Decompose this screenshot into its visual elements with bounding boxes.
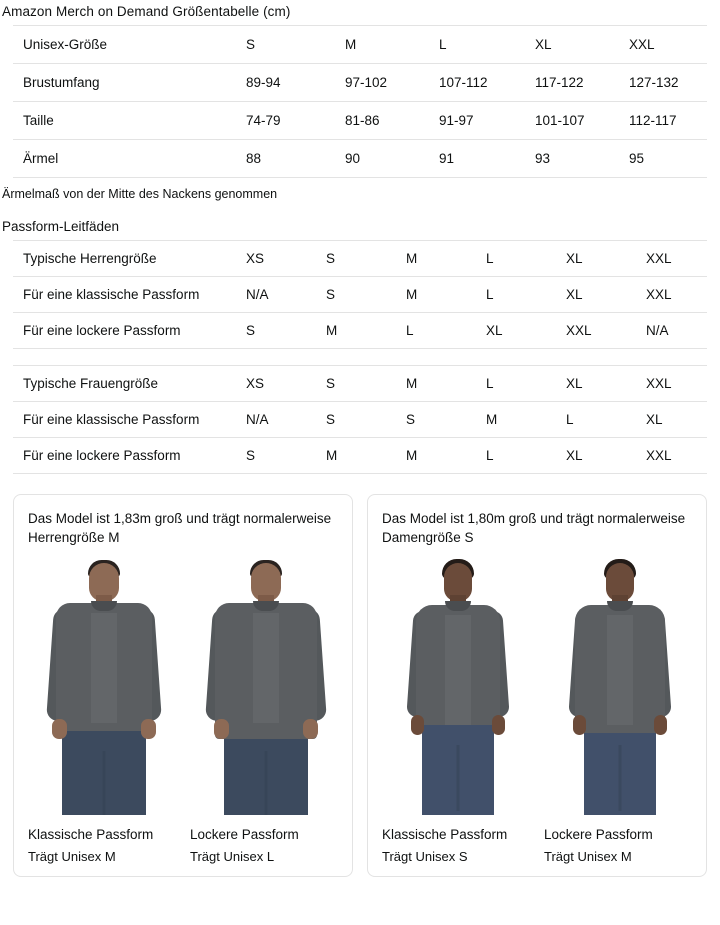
- size-table: [13, 25, 707, 178]
- figure-classic-fit-women: [382, 557, 534, 866]
- cell: 81-86: [345, 102, 439, 140]
- table-row: [13, 438, 707, 474]
- cell: S: [326, 366, 406, 402]
- cell: 90: [345, 140, 439, 178]
- figure-classic-fit-men: [28, 557, 180, 866]
- cell: 107-112: [439, 64, 535, 102]
- row-label: Ärmel: [13, 140, 246, 178]
- figure-caption: Klassische Passform: [28, 827, 154, 842]
- cell: XS: [246, 366, 326, 402]
- figure-loose-fit-men: [190, 557, 342, 866]
- cell: 117-122: [535, 64, 629, 102]
- shirt-body: [416, 605, 500, 725]
- shirt-highlight: [91, 613, 117, 723]
- table-row: [13, 140, 707, 178]
- left-hand: [573, 715, 586, 735]
- row-label: Brustumfang: [13, 64, 246, 102]
- figure-subcaption: Trägt Unisex M: [28, 849, 116, 864]
- cell: XXL: [566, 313, 646, 349]
- cell: XL: [566, 241, 646, 277]
- cell: XL: [566, 366, 646, 402]
- sleeve-measurement-note: Ärmelmaß von der Mitte des Nackens genommen: [2, 187, 278, 201]
- jeans-seam: [265, 751, 268, 815]
- row-label: Typische Herrengröße: [13, 241, 246, 277]
- cell: S: [326, 402, 406, 438]
- row-label: Für eine klassische Passform: [13, 277, 246, 313]
- model-card-womens: [367, 494, 707, 877]
- cell: S: [326, 277, 406, 313]
- page-title: Amazon Merch on Demand Größentabelle (cm): [2, 4, 291, 19]
- shirt-highlight: [607, 615, 633, 725]
- row-label: Für eine lockere Passform: [13, 313, 246, 349]
- figure-subcaption: Trägt Unisex M: [544, 849, 632, 864]
- right-hand: [654, 715, 667, 735]
- cell: 101-107: [535, 102, 629, 140]
- fit-guides-title: Passform-Leitfäden: [2, 219, 120, 234]
- table-gap: [0, 349, 720, 365]
- cell: L: [486, 241, 566, 277]
- model-card-mens: [13, 494, 353, 877]
- shirt-highlight: [445, 615, 471, 725]
- cell: L: [486, 438, 566, 474]
- model-photo-loose-women: [544, 557, 696, 815]
- model-card-heading: Das Model ist 1,83m groß und trägt normalerweise Herrengröße M: [28, 511, 332, 545]
- cell: XL: [535, 26, 629, 64]
- cell: M: [326, 313, 406, 349]
- cell: 112-117: [629, 102, 707, 140]
- table-row: [13, 241, 707, 277]
- cell: XL: [566, 277, 646, 313]
- cell: 93: [535, 140, 629, 178]
- figure-subcaption: Trägt Unisex S: [382, 849, 468, 864]
- cell: M: [406, 366, 486, 402]
- jeans-shape: [584, 721, 656, 815]
- figure-caption: Klassische Passform: [382, 827, 508, 842]
- cell: M: [406, 438, 486, 474]
- cell: N/A: [246, 402, 326, 438]
- right-hand: [141, 719, 156, 739]
- figure-group: [28, 557, 338, 866]
- cell: 127-132: [629, 64, 707, 102]
- cell: 95: [629, 140, 707, 178]
- cell: S: [326, 241, 406, 277]
- cell: N/A: [646, 313, 707, 349]
- cell: S: [246, 438, 326, 474]
- cell: S: [246, 26, 345, 64]
- cell: M: [326, 438, 406, 474]
- row-label: Für eine klassische Passform: [13, 402, 246, 438]
- cell: S: [406, 402, 486, 438]
- cell: N/A: [246, 277, 326, 313]
- figure-caption: Lockere Passform: [544, 827, 653, 842]
- cell: 97-102: [345, 64, 439, 102]
- table-row: [13, 64, 707, 102]
- cell: XL: [486, 313, 566, 349]
- right-hand: [303, 719, 318, 739]
- cell: M: [486, 402, 566, 438]
- figure-caption: Lockere Passform: [190, 827, 299, 842]
- table-row: [13, 26, 707, 64]
- cell: M: [406, 241, 486, 277]
- shirt-body: [56, 603, 152, 731]
- cell: L: [566, 402, 646, 438]
- cell: XL: [646, 402, 707, 438]
- cell: XXL: [646, 277, 707, 313]
- shirt-highlight: [253, 613, 279, 723]
- jeans-shape: [422, 721, 494, 815]
- row-label: Taille: [13, 102, 246, 140]
- shirt-body: [215, 603, 317, 739]
- jeans-seam: [619, 745, 622, 811]
- cell: M: [345, 26, 439, 64]
- row-label: Typische Frauengröße: [13, 366, 246, 402]
- table-row: [13, 366, 707, 402]
- womens-fit-table: [13, 365, 707, 474]
- table-row: [13, 102, 707, 140]
- model-photo-classic-women: [382, 557, 534, 815]
- cell: XS: [246, 241, 326, 277]
- figure-subcaption: Trägt Unisex L: [190, 849, 275, 864]
- table-row: [13, 313, 707, 349]
- model-card-heading: Das Model ist 1,80m groß und trägt normalerweise Damengröße S: [382, 511, 686, 545]
- jeans-seam: [103, 751, 106, 815]
- cell: 91-97: [439, 102, 535, 140]
- jeans-seam: [457, 745, 460, 811]
- row-label: Für eine lockere Passform: [13, 438, 246, 474]
- cell: 88: [246, 140, 345, 178]
- cell: L: [486, 277, 566, 313]
- cell: XXL: [629, 26, 707, 64]
- table-row: [13, 277, 707, 313]
- model-photo-loose-men: [190, 557, 342, 815]
- cell: XXL: [646, 438, 707, 474]
- cell: XL: [566, 438, 646, 474]
- cell: 74-79: [246, 102, 345, 140]
- right-hand: [492, 715, 505, 735]
- figure-group: [382, 557, 692, 866]
- jeans-shape: [224, 727, 308, 815]
- shirt-body: [575, 605, 665, 733]
- figure-loose-fit-women: [544, 557, 696, 866]
- left-hand: [411, 715, 424, 735]
- mens-fit-table: [13, 240, 707, 349]
- cell: 89-94: [246, 64, 345, 102]
- cell: L: [406, 313, 486, 349]
- cell: XXL: [646, 241, 707, 277]
- left-hand: [52, 719, 67, 739]
- row-label: Unisex-Größe: [13, 26, 246, 64]
- left-hand: [214, 719, 229, 739]
- model-cards: [13, 494, 707, 877]
- table-row: [13, 402, 707, 438]
- cell: 91: [439, 140, 535, 178]
- cell: L: [486, 366, 566, 402]
- cell: S: [246, 313, 326, 349]
- cell: M: [406, 277, 486, 313]
- cell: L: [439, 26, 535, 64]
- model-photo-classic-men: [28, 557, 180, 815]
- jeans-shape: [62, 727, 146, 815]
- cell: XXL: [646, 366, 707, 402]
